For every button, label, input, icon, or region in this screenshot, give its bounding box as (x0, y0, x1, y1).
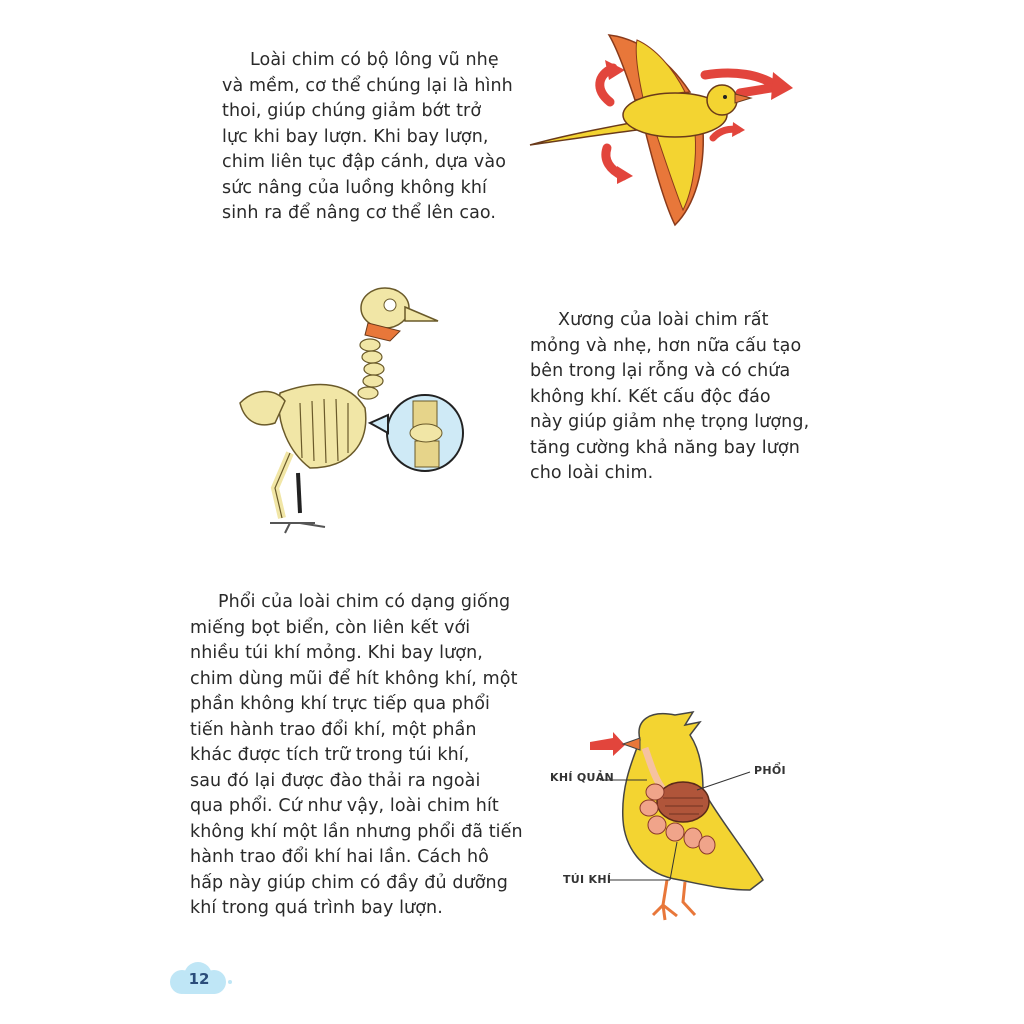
text-line: không khí một lần nhưng phổi đã tiến (190, 821, 523, 842)
text-line: bên trong lại rỗng và có chứa (530, 361, 791, 381)
text-line: Xương của loài chim rất (558, 310, 769, 330)
label-lung: PHỔI (754, 764, 786, 777)
page-number: 12 (188, 970, 210, 988)
text-line: và mềm, cơ thể chúng lại là hình (222, 75, 513, 96)
text-line: sau đó lại được đào thải ra ngoài (190, 770, 481, 791)
text-line: khí trong quá trình bay lượn. (190, 898, 443, 918)
text-line: sinh ra để nâng cơ thể lên cao. (222, 203, 497, 223)
text-line: cho loài chim. (530, 463, 654, 483)
text-line: phần không khí trực tiếp qua phổi (190, 694, 490, 714)
text-line: lực khi bay lượn. Khi bay lượn, (222, 126, 489, 147)
text-line: tiến hành trao đổi khí, một phần (190, 719, 477, 740)
paragraph-bones (530, 308, 810, 487)
text-line: nhiều túi khí mỏng. Khi bay lượn, (190, 643, 483, 663)
text-line: Loài chim có bộ lông vũ nhẹ (250, 50, 499, 70)
text-line: chim liên tục đập cánh, dựa vào (222, 152, 506, 172)
paragraph-flight (222, 48, 513, 227)
text-line: hành trao đổi khí hai lần. Cách hô (190, 847, 489, 867)
text-line: hấp này giúp chim có đầy đủ dưỡng (190, 872, 508, 893)
label-air-sac: TÚI KHÍ (563, 873, 612, 886)
text-line: này giúp giảm nhẹ trọng lượng, (530, 412, 810, 432)
text-line: qua phổi. Cứ như vậy, loài chim hít (190, 796, 499, 816)
text-line: chim dùng mũi để hít không khí, một (190, 668, 518, 689)
page-number-badge (168, 960, 230, 1000)
text-line: tăng cường khả năng bay lượn (530, 437, 800, 458)
bird-skeleton-illustration (230, 283, 470, 538)
paragraph-lungs (190, 590, 523, 922)
flying-bird-illustration (525, 30, 800, 230)
label-trachea: KHÍ QUẢN (550, 771, 615, 784)
text-line: miếng bọt biển, còn liên kết với (190, 617, 471, 638)
text-line: khác được tích trữ trong túi khí, (190, 745, 470, 765)
text-line: không khí. Kết cấu độc đáo (530, 386, 771, 407)
text-line: mỏng và nhẹ, hơn nữa cấu tạo (530, 335, 802, 356)
bird-respiratory-diagram (585, 710, 775, 930)
text-line: Phổi của loài chim có dạng giống (218, 592, 511, 612)
text-line: sức nâng của luồng không khí (222, 177, 487, 198)
text-line: thoi, giúp chúng giảm bớt trở (222, 101, 482, 121)
